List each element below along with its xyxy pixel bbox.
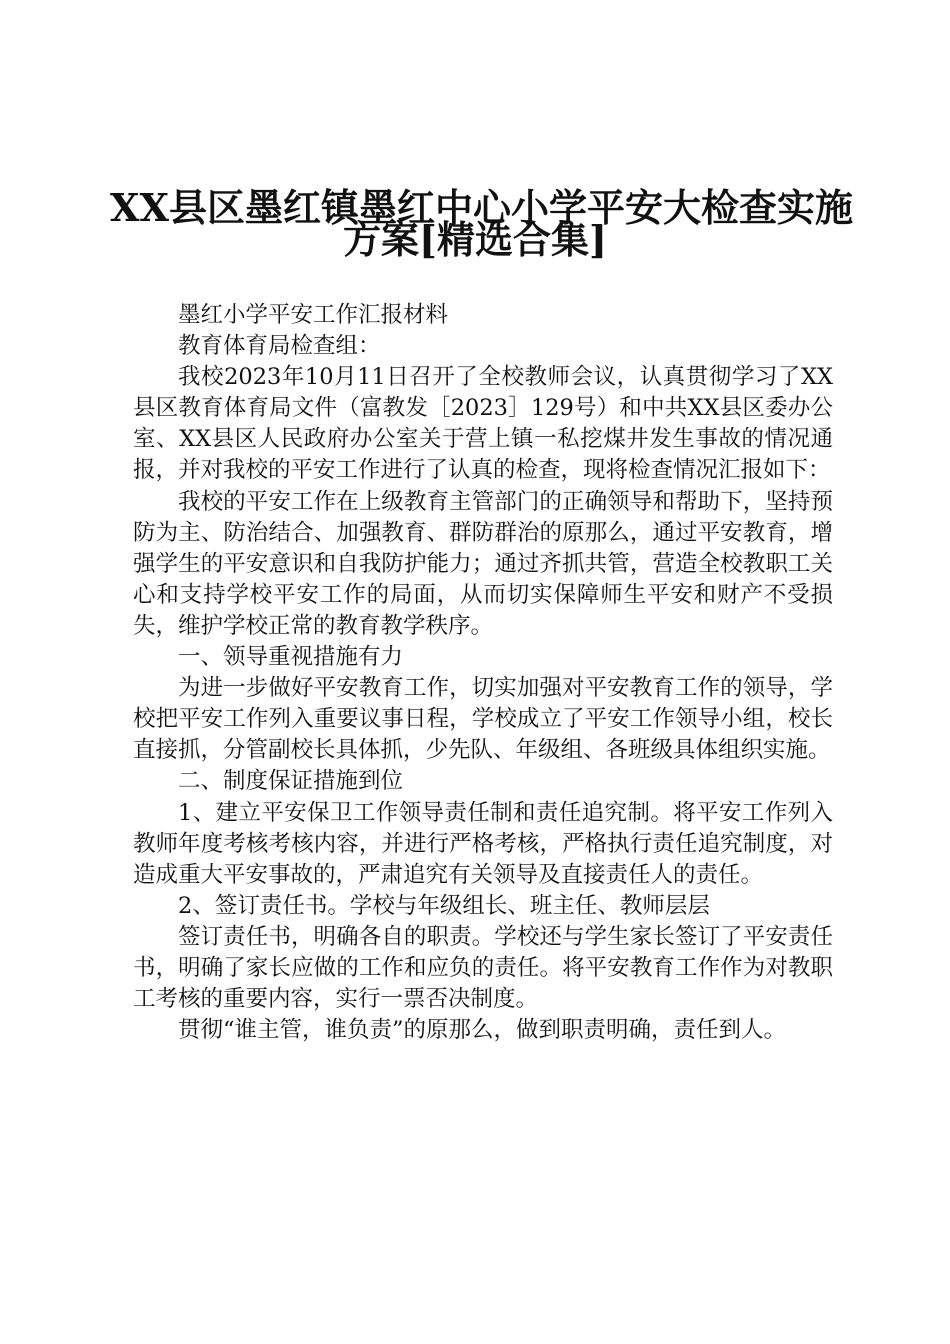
salutation: 教育体育局检查组： xyxy=(178,333,381,360)
document-body xyxy=(133,300,833,1046)
paragraph-responsibility-system: 1、建立平安保卫工作领导责任制和责任追究制。将平安工作列入教师年度考核考核内容，并进行严格考核，严格执行责任追究制度，对造成重大平安事故的，严肃追究有关领导及直接责任人的责任。 xyxy=(133,799,833,888)
paragraph-meeting: 我校2023年10月11日召开了全校教师会议，认真贯彻学习了XX县区教育体育局文件（富教发［2023］129号）和中共XX县区委办公室、XX县区人民政府办公室关于营上镇一私挖煤井发生事故的情况通报，并对我校的平安工作进行了认真的检查，现将检查情况汇报如下： xyxy=(133,364,833,484)
section-heading-1: 一、领导重视措施有力 xyxy=(178,644,404,671)
paragraph-sign-responsibility: 2、签订责任书。学校与年级组长、班主任、教师层层 xyxy=(178,892,710,919)
document-title-line-1: XX县区墨红镇墨红中心小学平安大检查实施 xyxy=(110,185,853,230)
report-heading: 墨红小学平安工作汇报材料 xyxy=(178,302,449,328)
paragraph-responsibility-letter: 签订责任书，明确各自的职责。学校还与学生家长签订了平安责任书，明确了家长应做的工作和应负的责任。将平安教育工作作为对教职工考核的重要内容，实行一票否决制度。 xyxy=(133,923,833,1013)
paragraph-safety-work: 我校的平安工作在上级教育主管部门的正确领导和帮助下，坚持预防为主、防治结合、加强教育、群防群治的原那么，通过平安教育，增强学生的平安意识和自我防护能力；通过齐抓共管，营造全校教职工关心和支持学校平安工作的局面，从而切实保障师生平安和财产不受损失，维护学校正常的教育教学秩序。 xyxy=(133,488,833,639)
paragraph-principle: 贯彻“谁主管，谁负责”的原那么，做到职责明确，责任到人。 xyxy=(178,1017,787,1044)
document-title-line-2: 方案[精选合集] xyxy=(343,217,607,262)
paragraph-leadership: 为进一步做好平安教育工作，切实加强对平安教育工作的领导，学校把平安工作列入重要议事日程，学校成立了平安工作领导小组，校长直接抓，分管副校长具体抓，少先队、年级组、各班级具体组织实施。 xyxy=(133,675,833,764)
section-heading-2: 二、制度保证措施到位 xyxy=(178,768,404,795)
